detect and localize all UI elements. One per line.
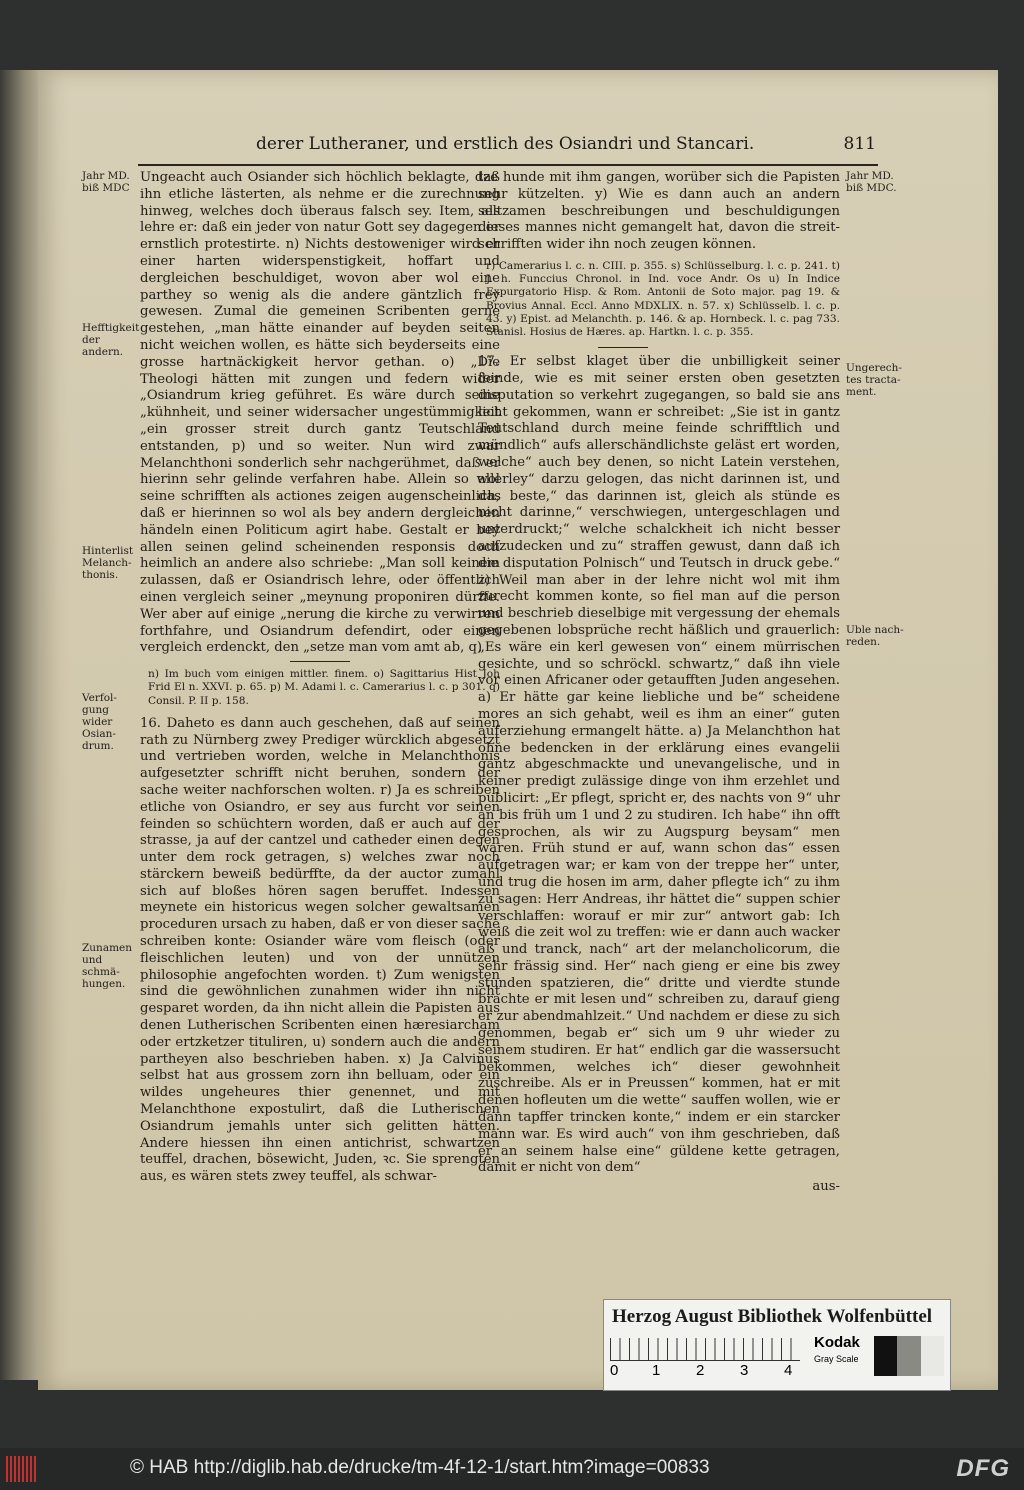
- margin-note: Jahr MD. biß MDC: [82, 170, 130, 194]
- gray-swatches: [874, 1336, 944, 1376]
- ruler-label: 0: [610, 1362, 619, 1379]
- ruler-label: 4: [784, 1362, 793, 1379]
- library-name: Herzog August Bibliothek Wolfenbüttel: [612, 1306, 933, 1327]
- book-page: [38, 70, 998, 1390]
- gray-scale-label: Gray Scale: [814, 1354, 859, 1364]
- footnote-block: r) Camerarius l. c. n. CIII. p. 355. s) Schlüsselburg. l. c. p. 241. t) J. h. Funccius Chronol. in Ind. voce Andr. Os u) In Indice Expurgatorio Hisp. & Rom. Antonii de Soto major. pag 19. & Brovius Annal. Eccl. Anno MDXLIX. n. 57. x) Schlüsselb. l. c. p. 43. y) Epist. ad Melanchth. p. 146. & ap. Hornbeck. l. c. pag 733. Stanisl. Hosius de Hæres. ap. Hartkn. l. c. p. 355.: [486, 259, 840, 338]
- paragraph-16: 16. Daheto es dann auch geschehen, daß auf seinen rath zu Nürnberg zwey Prediger würcklich abgesetzt und vertrieben worden, welche in Melanchthonis aufgesetzter schrifft nicht beruhen, sondern der sache weiter nachforschen wolten. r) Ja es schreiben etliche von Osiandro, er sey aus furcht vor seinen feinden so schüchtern worden, daß er auch auf der strasse, ja auf der cantzel und catheder einen degen unter dem rock getragen, s) welches zwar noch stärckern beweiß bedürffte, da der auctor zumahl sich auf bloßes hören sagen beruffet. Indessen meynete ein historicus wegen solcher gewaltsamen proceduren ursach zu haben, daß er von dieser sache schreiben konte: Osiander wäre vom fleisch (oder fleischlichen leuten) und von der unnützen philosophie angefochten worden. t) Zum wenigsten sind die gewöhnlichen zunahmen wider ihn nicht gesparet worden, da ihn nicht allein die Papisten aus denen Lutherischen Scribenten einen hæresiarcham oder ertzketzer tituliren, u) sondern auch die andern partheyen also beschrieben haben. x) Ja Calvinus selbst hat aus grossem zorn ihn belluam, oder ein wildes ungeheures thier genennet, und mit Melanchthone expostulirt, daß die Lutherischen Osiandrum jemahls unter sich gelitten hätten. Andere hiessen ihn einen antichrist, schwartzen teuffel, drachen, bösewicht, Juden, ꝛc. Sie sprengten aus, es wären stets zwey teuffel, als schwar-: [140, 715, 500, 1185]
- ruler-label: 2: [696, 1362, 705, 1379]
- catchword: aus-: [812, 1179, 840, 1195]
- margin-note: Hefftigkeit der andern.: [82, 322, 140, 358]
- paragraph-15: Ungeacht auch Osiander sich höchlich beklagte, daß ihn etliche lästerten, als nehme er die zurechnung hinweg, welches doch überaus falsch sey. Item, als lehre er: daß ein jeder von natur Gott sey dagegen er ernstlich protestirte. n) Nichts destoweniger wird er einer harten widerspenstigkeit, hoffart und dergleichen beschuldiget, wovon aber wol eine parthey so wenig als die andere gäntzlich frey gewesen. Zumal die gemeinen Scribenten gerne gestehen, „man hätte einander auf beyden seiten nicht weichen wollen, es hätte sich beyderseits eine grosse hartnäckigkeit hervor gethan. o) „Die Theologi hätten mit zungen und federn wider „Osiandrum krieg geführet. Es wäre durch seine „kühnheit, und seiner widersacher ungestümmigkeit „ein grosser streit durch gantz Teutschland entstanden, p) und so weiter. Nun wird zwar Melanchthoni sonderlich sehr nachgerühmet, daß er hierinn sehr gelinde verfahren habe. Allein so wol seine schrifften als actiones zeigen augenscheinlich, daß er hierinnen so wol als bey andern dergleichen händeln einen Politicum agirt habe. Gestalt er bey allen seinen gelind scheinenden responsis doch heimlich an andere also schriebe: „Man soll keinem zulassen, daß er Osiandrisch lehre, oder öffentlich einen vergleich seiner „meynung proponiren dürffe. Wer aber auf einige „nerung die kirche zu verwirren forthfahre, und Osiandrum defendirt, oder einen vergleich erdenckt, den „setze man vom amt ab, q): [140, 170, 500, 656]
- margin-note: Verfol-gung wider Osian-drum.: [82, 692, 117, 752]
- footnote-rule: [290, 661, 350, 662]
- page-edge: [0, 70, 40, 1380]
- margin-note: Jahr MD. biß MDC.: [846, 170, 897, 194]
- color-target-card: [603, 1299, 951, 1391]
- kodak-logo: Kodak: [814, 1334, 860, 1351]
- scale-ruler: [610, 1338, 800, 1361]
- right-column: [478, 170, 840, 1196]
- footnote-block: n) Im buch vom einigen mittler. finem. o) Sagittarius Hist Joh Frid El n. XXVI. p. 65. p) M. Adami l. c. Camerarius l. c. p 301. q) Consil. P. II p. 158.: [148, 668, 500, 707]
- dfg-logo: DFG: [956, 1455, 1010, 1482]
- paragraph-17: 17. Er selbst klaget über die unbilligkeit seiner feinde, wie es mit seiner ersten oben gesetzten disputation so verkehrt zugegangen, so bald sie ans licht gekommen, wann er schreibet: „Sie ist in gantz Teutschland durch meine feinde schrifftlich und mündlich“ aufs allerschändlichste geläst ert worden, welche“ auch bey denen, so nicht Latein verstehen, allerley“ darzu gelogen, das nicht darinnen ist, und das beste,“ das darinnen ist, gleich als stünde es nicht darinne,“ verschwiegen, untergeschlagen und unterdruckt;“ welche schalckheit ich nicht besser aufzudecken und zu“ straffen gewust, dann daß ich die disputation Polnisch“ und Teutsch in druck gebe.“ z) Weil man aber in der lehre nicht wol mit ihm zurecht kommen konte, so fiel man auf die person und beschrieb dieselbige mit vergessung der ehemals gegebenen lobsprüche recht häßlich und grauerlich: „Es wäre ein kerl gewesen von“ einem mürrischen gesichte, und so schröckl. schwartz,“ daß ihn viele vor einen Africaner oder getaufften Juden angesehen. a) Er hätte gar keine liebliche und be“ scheidene mores an sich gehabt, weil es ihm an einer“ guten auferziehung ermangelt hätte. a) Ja Melanchthon hat ohne bedencken in der erklärung eines evangelii gantz abgeschmackte und unevangelische, und in keiner predigt zulässige dinge von ihm erzehlet und publicirt: „Er pflegt, spricht er, des nachts von 9“ uhr an bis früh um 1 und 2 zu studiren. Ich habe“ ihn offt gesprochen, als wir zu Augspurg beysam“ men waren. Früh stund er auf, wann schon das“ essen aufgetragen war; er kam von der treppe her“ unter, und trug die hosen im arm, daher pflegte ich“ zu ihm zu sagen: Herr Andreas, ihr hättet die“ suppen schier verschlaffen: worauf er mir zur“ antwort gab: Ich weiß die zeit wol zu treffen: wie er dann auch wacker aß und tranck, nach“ art der melancholicorum, die sehr frässig sind. Her“ nach gieng er eine bis zwey stunden spatzieren, die“ dritte und vierdte stunde brachte er mit lesen und“ schreiben zu, darauf gieng er zur abendmahlzeit.“ Und nachdem er diese zu sich genommen, begab er“ sich um 9 uhr wieder zu seinem studiren. Er hat“ endlich gar die wassersucht bekommen, welches ich“ dieser gewohnheit zuschreibe. Als er in Preussen“ kommen, hat er mit denen hofleuten um die wette“ sauffen wollen, wie er dann tapffer trincken konte,“ indem er ein starcker mann war. Es wird auch“ von ihm geschrieben, daß er an seinem halse eine“ güldene kette getragen, damit er nicht von dem“: [478, 354, 840, 1176]
- gray-swatch: [897, 1336, 920, 1376]
- page-header: [256, 134, 876, 154]
- ruler-label: 3: [740, 1362, 749, 1379]
- copyright-link[interactable]: © HAB http://diglib.hab.de/drucke/tm-4f-12-1/start.htm?image=00833: [130, 1457, 710, 1478]
- running-title: derer Lutheraner, und erstlich des Osiandri und Stancari.: [256, 134, 755, 154]
- footnote-rule: [598, 347, 648, 348]
- margin-note: Hinterlist Melanch-thonis.: [82, 545, 134, 581]
- gray-swatch: [874, 1336, 897, 1376]
- page-number: 811: [843, 134, 876, 154]
- margin-note: Uble nach-reden.: [846, 624, 904, 648]
- viewer-footer: [0, 1448, 1024, 1490]
- margin-note: Ungerech-tes tracta-ment.: [846, 362, 902, 398]
- left-column: [140, 170, 500, 1186]
- ruler-label: 1: [652, 1362, 661, 1379]
- gray-swatch: [921, 1336, 944, 1376]
- margin-note: Zunamen und schmä-hungen.: [82, 942, 133, 990]
- paragraph-continued: tze hunde mit ihm gangen, worüber sich die Papisten sehr kützelten. y) Wie es dann auch an andern seltzamen beschreibungen und beschuldigungen dieses mannes nicht gemangelt hat, davon die streit-schrifften wider ihn noch zeugen können.: [478, 170, 840, 253]
- hab-logo-icon: [6, 1456, 36, 1482]
- header-rule: [138, 164, 878, 166]
